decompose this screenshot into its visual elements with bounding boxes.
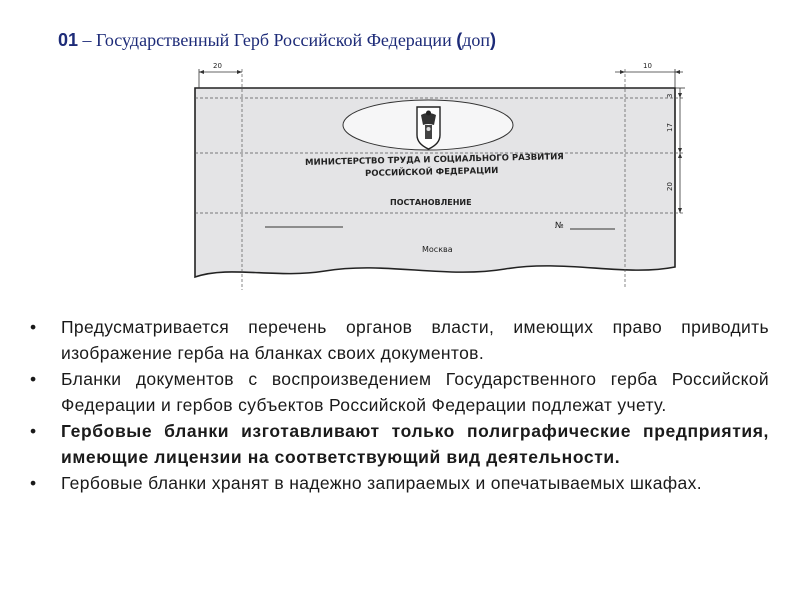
title-text: Государственный Герб Российской Федерации [96,30,457,50]
dim-emblem-height: 17 [666,123,674,132]
bullet-text: Гербовые бланки хранят в надежно запираемых и опечатываемых шкафах. [61,473,702,493]
bullet-item [30,418,769,470]
letterhead-blank-figure [185,55,690,305]
title-paren-open: ( [456,30,463,50]
ministry-line-1: МИНИСТЕРСТВО ТРУДА И СОЦИАЛЬНОГО РАЗВИТИЯ [305,152,564,168]
title-number: 01 [58,30,79,50]
title-paren-close: ) [490,30,496,50]
bullet-dot: • [30,473,37,493]
bullet-text: Гербовые бланки изготавливают только полиграфические предприятия, имеющие лицензии на соответствующий вид деятельности. [61,421,769,467]
bullet-list [30,314,769,496]
dim-header-height: 20 [666,182,674,191]
doc-type: ПОСТАНОВЛЕНИЕ [390,198,472,207]
bullet-dot: • [30,317,37,337]
dim-left-margin: 20 [213,62,222,70]
dim-gap-top: 3 [666,93,674,98]
title-dash: – [78,30,97,50]
bullet-item [30,314,769,366]
city-label: Москва [422,245,453,254]
ministry-line-2: РОССИЙСКОЙ ФЕДЕРАЦИИ [365,165,499,179]
dim-right-margin: 10 [643,62,652,70]
bullet-item [30,366,769,418]
bullet-dot: • [30,421,37,441]
letterhead-drawing [185,55,690,305]
title-paren-word: доп [462,30,490,50]
coat-of-arms-icon [417,107,440,149]
bullet-text: Бланки документов с воспроизведением Государственного герба Российской Федерации и гербов субъектов Российской Федерации подлежат учету. [61,369,769,415]
bullet-item [30,470,769,496]
number-sign: № [555,221,564,231]
bullet-text: Предусматривается перечень органов власти, имеющих право приводить изображение герба на бланках своих документов. [61,317,769,363]
slide-title [58,30,496,51]
bullet-dot: • [30,369,37,389]
